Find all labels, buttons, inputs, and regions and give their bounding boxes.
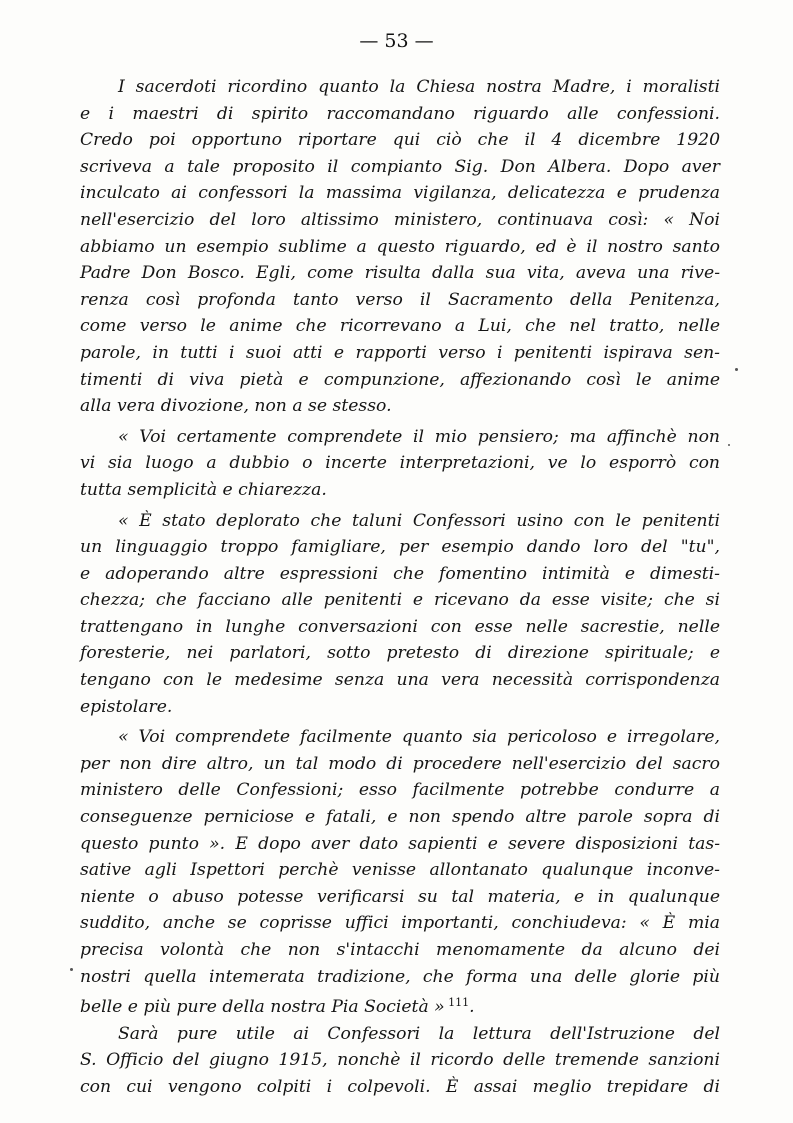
text-line bbox=[80, 694, 720, 721]
text-line-content: « Voi comprendete facilmente quanto sia pericoloso e irregolare, bbox=[118, 727, 720, 748]
text-line bbox=[80, 287, 720, 314]
page-number: — 53 — bbox=[359, 30, 434, 52]
text-line-content: alla vera divozione, non a se stesso. bbox=[80, 396, 392, 417]
text-line bbox=[80, 831, 720, 858]
text-line bbox=[80, 180, 720, 207]
text-line bbox=[80, 207, 720, 234]
text-line bbox=[80, 260, 720, 287]
text-line-content: « È stato deplorato che taluni Confessori usino con le penitenti bbox=[118, 510, 720, 531]
text-line-content: tutta semplicità e chiarezza. bbox=[80, 479, 327, 500]
text-line-content: questo punto ». E dopo aver dato sapienti e severe disposizioni tas- bbox=[80, 833, 720, 854]
text-line-content: e i maestri di spirito raccomandano riguardo alle confessioni. bbox=[80, 103, 720, 124]
text-line-content: niente o abuso potesse verificarsi su tal materia, e in qualunque bbox=[80, 886, 720, 907]
text-line bbox=[80, 884, 720, 911]
text-line-content: suddito, anche se coprisse uffici importanti, conchiudeva: « È mia bbox=[80, 913, 720, 934]
text-line-content: foresterie, nei parlatori, sotto pretesto di direzione spirituale; e bbox=[80, 643, 720, 664]
text-line-content: scriveva a tale proposito il compianto Sig. Don Albera. Dopo aver bbox=[80, 156, 720, 177]
text-line-content: S. Officio del giugno 1915, nonchè il ricordo delle tremende sanzioni bbox=[80, 1050, 720, 1071]
scan-speck bbox=[735, 368, 738, 371]
text-line bbox=[80, 508, 720, 535]
footnote-reference: 111 bbox=[444, 996, 470, 1010]
text-line bbox=[80, 340, 720, 367]
text-line bbox=[80, 101, 720, 128]
text-line-content: tengano con le medesime senza una vera necessità corrispondenza bbox=[80, 670, 720, 691]
text-line-content: parole, in tutti i suoi atti e rapporti verso i penitenti ispirava sen- bbox=[80, 342, 720, 363]
text-line-content: sative agli Ispettori perchè venisse allontanato qualunque inconve- bbox=[80, 860, 720, 881]
text-line bbox=[80, 234, 720, 261]
text-line bbox=[80, 74, 720, 101]
text-line-content: conseguenze perniciose e fatali, e non spendo altre parole sopra di bbox=[80, 807, 720, 828]
text-line-content: inculcato ai confessori la massima vigilanza, delicatezza e prudenza bbox=[80, 183, 720, 204]
body-text bbox=[80, 74, 720, 1101]
text-line bbox=[80, 393, 720, 420]
text-line bbox=[80, 724, 720, 751]
text-line-content: come verso le anime che ricorrevano a Lui, che nel tratto, nelle bbox=[80, 316, 720, 337]
text-line-content: un linguaggio troppo famigliare, per esempio dando loro del "tu", bbox=[80, 537, 720, 558]
text-line bbox=[80, 751, 720, 778]
text-line-content: epistolare. bbox=[80, 696, 173, 717]
text-line-content: chezza; che facciano alle penitenti e ricevano da esse visite; che si bbox=[80, 590, 720, 611]
text-line bbox=[80, 804, 720, 831]
text-line bbox=[80, 777, 720, 804]
text-line-content: Sarà pure utile ai Confessori la lettura dell'Istruzione del bbox=[118, 1023, 720, 1044]
text-line-content: e adoperando altre espressioni che fomentino intimità e dimesti- bbox=[80, 563, 720, 584]
text-line bbox=[80, 534, 720, 561]
scan-speck bbox=[70, 968, 73, 971]
text-line-content: ministero delle Confessioni; esso facilmente potrebbe condurre a bbox=[80, 780, 720, 801]
text-line bbox=[80, 1021, 720, 1048]
text-line bbox=[80, 424, 720, 451]
text-line bbox=[80, 127, 720, 154]
text-line bbox=[80, 450, 720, 477]
scan-speck bbox=[728, 444, 730, 446]
text-line bbox=[80, 937, 720, 964]
text-line bbox=[80, 477, 720, 504]
text-line-content: timenti di viva pietà e compunzione, affezionando così le anime bbox=[80, 369, 720, 390]
text-line-content: per non dire altro, un tal modo di procedere nell'esercizio del sacro bbox=[80, 753, 720, 774]
text-line-content: belle e più pure della nostra Pia Società » bbox=[80, 997, 445, 1018]
text-line bbox=[80, 640, 720, 667]
text-line-content: Credo poi opportuno riportare qui ciò che il 4 dicembre 1920 bbox=[80, 130, 720, 151]
text-line-content: con cui vengono colpiti i colpevoli. È assai meglio trepidare di bbox=[80, 1076, 720, 1097]
text-line-content: « Voi certamente comprendete il mio pensiero; ma affinchè non bbox=[118, 426, 720, 447]
text-line-content: trattengano in lunghe conversazioni con esse nelle sacrestie, nelle bbox=[80, 616, 720, 637]
text-line-content: abbiamo un esempio sublime a questo riguardo, ed è il nostro santo bbox=[80, 236, 720, 257]
text-line bbox=[80, 667, 720, 694]
text-line bbox=[80, 1047, 720, 1074]
text-line bbox=[80, 857, 720, 884]
text-line bbox=[80, 1074, 720, 1101]
text-line bbox=[80, 313, 720, 340]
text-line bbox=[80, 990, 720, 1017]
text-line-content: Padre Don Bosco. Egli, come risulta dalla sua vita, aveva una rive- bbox=[80, 263, 720, 284]
text-line-content: vi sia luogo a dubbio o incerte interpretazioni, ve lo esporrò con bbox=[80, 453, 720, 474]
text-line-content: precisa volontà che non s'intacchi menomamente da alcuno dei bbox=[80, 940, 720, 960]
text-line bbox=[80, 964, 720, 991]
text-line-content: nostri quella intemerata tradizione, che forma una delle glorie più bbox=[80, 966, 720, 987]
text-line bbox=[80, 910, 720, 937]
text-line-content: renza così profonda tanto verso il Sacramento della Penitenza, bbox=[80, 289, 720, 310]
text-line bbox=[80, 561, 720, 588]
text-line-content: nell'esercizio del loro altissimo ministero, continuava così: « Noi bbox=[80, 209, 720, 230]
text-line-content: I sacerdoti ricordino quanto la Chiesa nostra Madre, i moralisti bbox=[118, 77, 720, 97]
sentence-period: . bbox=[469, 997, 475, 1018]
text-line bbox=[80, 614, 720, 641]
text-line bbox=[80, 154, 720, 181]
text-line bbox=[80, 587, 720, 614]
text-line bbox=[80, 367, 720, 394]
